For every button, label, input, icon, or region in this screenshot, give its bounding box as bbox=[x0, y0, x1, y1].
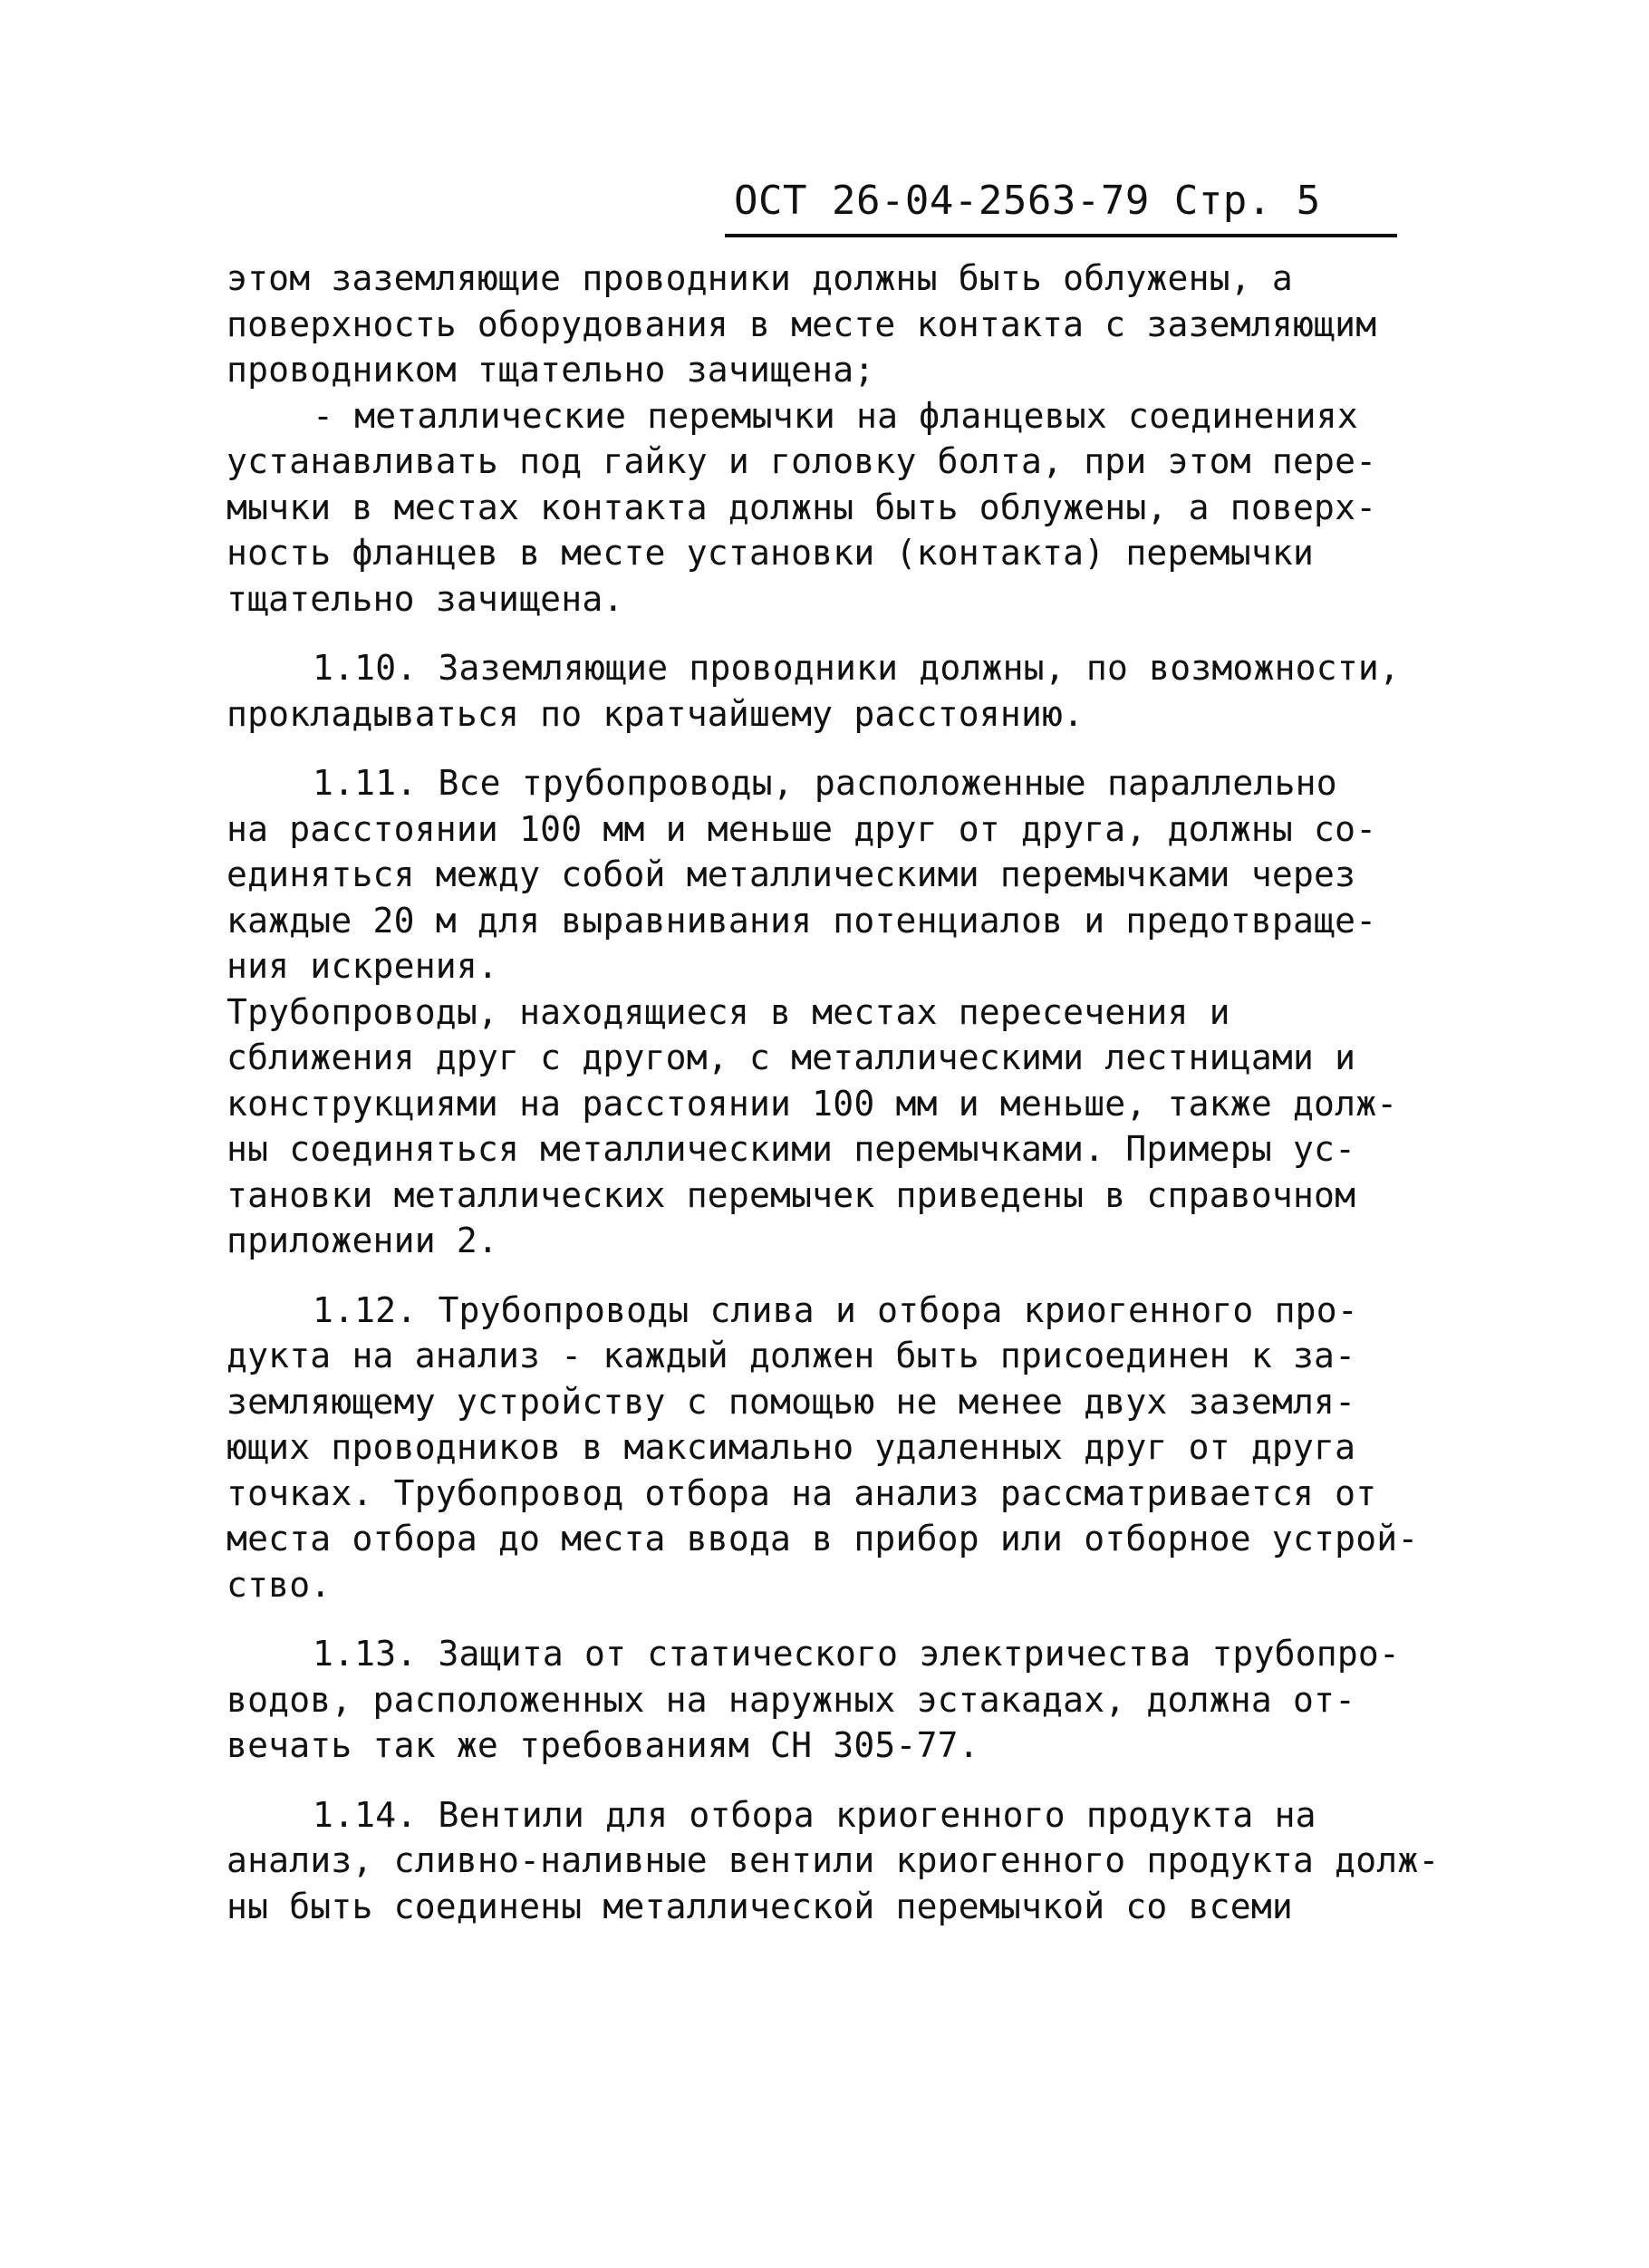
text-line: ны соединяться металлическими перемычками. Примеры ус- bbox=[227, 1129, 1356, 1169]
text-line: ность фланцев в месте установки (контакта) перемычки bbox=[227, 533, 1315, 573]
text-line: места отбора до места ввода в прибор или отборное устрой- bbox=[227, 1519, 1419, 1559]
text-line: 1.13. Защита от статического электричества трубопро- bbox=[313, 1634, 1401, 1674]
text-line: 1.10. Заземляющие проводники должны, по возможности, bbox=[313, 648, 1401, 688]
text-line: дукта на анализ - каждый должен быть присоединен к за- bbox=[227, 1336, 1356, 1375]
text-line: анализ, сливно-наливные вентили криогенного продукта долж- bbox=[227, 1840, 1440, 1880]
paragraph-gap bbox=[227, 622, 1468, 645]
document-body bbox=[227, 256, 1468, 1929]
text-line: единяться между собой металлическими перемычками через bbox=[227, 854, 1356, 894]
text-line: ство. bbox=[227, 1564, 332, 1605]
text-line: земляющему устройству с помощью не менее двух заземля- bbox=[227, 1381, 1356, 1422]
text-line: водов, расположенных на наружных эстакадах, должна от- bbox=[227, 1679, 1356, 1720]
text-line: тановки металлических перемычек приведены в справочном bbox=[227, 1174, 1356, 1215]
text-line: конструкциями на расстоянии 100 мм и меньше, также долж- bbox=[227, 1083, 1398, 1124]
text-line: 1.14. Вентили для отбора криогенного продукта на bbox=[313, 1794, 1316, 1835]
text-line: тщательно зачищена. bbox=[227, 578, 624, 619]
paragraph-gap bbox=[227, 1264, 1468, 1288]
text-line: ны быть соединены металлической перемычкой со всеми bbox=[227, 1886, 1293, 1926]
text-line: точках. Трубопровод отбора на анализ рассматривается от bbox=[227, 1472, 1377, 1513]
paragraph-gap bbox=[227, 1607, 1468, 1631]
text-line: на расстоянии 100 мм и меньше друг от друга, должны со- bbox=[227, 808, 1377, 849]
text-line: прокладываться по кратчайшему расстоянию. bbox=[227, 693, 1085, 734]
text-line: - металлические перемычки на фланцевых соединениях bbox=[313, 395, 1358, 436]
text-line: этом заземляющие проводники должны быть облужены, а bbox=[227, 258, 1293, 298]
text-line: ния искрения. bbox=[227, 946, 499, 986]
text-line: Трубопроводы, находящиеся в местах пересечения и bbox=[227, 991, 1230, 1032]
text-line: каждые 20 м для выравнивания потенциалов и предотвраще- bbox=[227, 900, 1377, 941]
text-line: приложении 2. bbox=[227, 1221, 499, 1260]
paragraph-gap bbox=[227, 1769, 1468, 1792]
text-line: сближения друг с другом, с металлическими лестницами и bbox=[227, 1037, 1356, 1077]
text-line: ющих проводников в максимально удаленных друг от друга bbox=[227, 1427, 1356, 1467]
text-line: проводником тщательно зачищена; bbox=[227, 350, 875, 390]
text-line: мычки в местах контакта должны быть облужены, а поверх- bbox=[227, 487, 1377, 527]
text-line: 1.11. Все трубопроводы, расположенные параллельно bbox=[313, 763, 1337, 803]
text-line: поверхность оборудования в месте контакта с заземляющим bbox=[227, 304, 1377, 344]
text-line: устанавливать под гайку и головку болта, при этом пере- bbox=[227, 441, 1377, 481]
paragraph-gap bbox=[227, 737, 1468, 760]
header-rule bbox=[725, 234, 1397, 237]
text-line: вечать так же требованиям СН 305-77. bbox=[227, 1725, 979, 1765]
text-line: 1.12. Трубопроводы слива и отбора криогенного про- bbox=[313, 1289, 1358, 1330]
page-header: ОСТ 26-04-2563-79 Стр. 5 bbox=[734, 178, 1321, 224]
